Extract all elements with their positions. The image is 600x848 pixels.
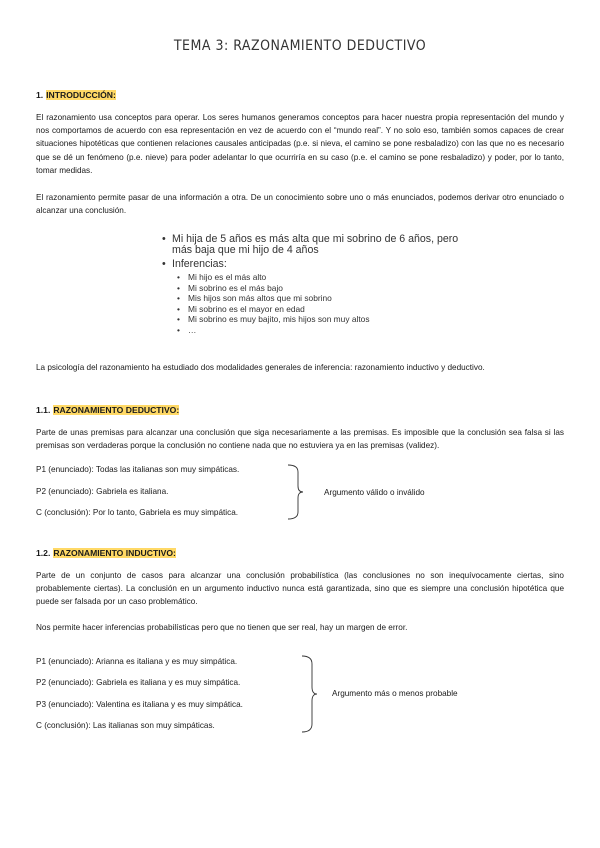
section-title: RAZONAMIENTO INDUCTIVO:: [53, 548, 176, 558]
deductive-brace: [286, 464, 306, 520]
inductive-premise-2: P2 (enunciado): Gabriela es italiana y es muy simpática.: [36, 678, 241, 687]
deductive-conclusion: C (conclusión): Por lo tanto, Gabriela es muy simpática.: [36, 508, 239, 517]
inductive-brace: [300, 655, 320, 733]
deductive-argument-label: Argumento válido o inválido: [324, 488, 425, 497]
example-premise: • Mi hija de 5 años es más alta que mi sobrino de 6 años, pero más baja que mi hijo de 4 años: [162, 234, 462, 256]
example-list: [162, 234, 462, 336]
inferences-label: • Inferencias:: [162, 259, 462, 270]
inductive-conclusion: C (conclusión): Las italianas son muy simpáticas.: [36, 721, 215, 730]
list-item: • Mi sobrino es el más bajo: [162, 283, 462, 294]
page-title: TEMA 3: RAZONAMIENTO DEDUCTIVO: [173, 38, 427, 54]
inductive-paragraph-1: Parte de un conjunto de casos para alcanzar una conclusión probabilística (las conclusiones no son inequívocamente ciertas, sino probablemente ciertas). La conclusión en un argumento inductivo nunca está garantizada, sino que es siempre una conclusión hipotética que puede ser falsada por un caso problemático.: [36, 571, 564, 607]
inductive-argument-label: Argumento más o menos probable: [332, 689, 458, 698]
inductive-premise-1: P1 (enunciado): Arianna es italiana y es muy simpática.: [36, 657, 238, 666]
inductive-premise-3: P3 (enunciado): Valentina es italiana y es muy simpática.: [36, 700, 243, 709]
intro-paragraph-1: El razonamiento usa conceptos para operar. Los seres humanos generamos conceptos para hacer nuestra propia representación del mundo y nos comportamos de acuerdo con esa representación en vez de acuerdo con el “mundo real”. Y no solo eso, también somos capaces de crear situaciones hipotéticas que contienen relaciones causales anticipadas (p.e. si nieva, el camino se pone resbaladizo) con las que no es necesario que se dé un fenómeno (p.e. nieve) para poder adelantar lo que ocurriría en su caso (p.e. el camino se pone resbaladizo) y poder, por lo tanto, tomar medidas.: [36, 113, 564, 175]
list-item: • Mis hijos son más altos que mi sobrino: [162, 293, 462, 304]
list-item: • Mi sobrino es muy bajito, mis hijos son muy altos: [162, 314, 462, 325]
intro-paragraph-3: La psicología del razonamiento ha estudiado dos modalidades generales de inferencia: razonamiento inductivo y deductivo.: [36, 363, 485, 372]
deductive-paragraph: Parte de unas premisas para alcanzar una conclusión que siga necesariamente a las premisas. Es imposible que la conclusión sea falsa si las premisas son verdaderas porque la conclusión no contiene nada que no estuviera ya en las premisas (validez).: [36, 428, 564, 451]
list-item: • …: [162, 325, 462, 336]
section-number: 1.2.: [36, 548, 51, 558]
deductive-premise-1: P1 (enunciado): Todas las italianas son muy simpáticas.: [36, 465, 240, 474]
intro-paragraph-2: El razonamiento permite pasar de una información a otra. De un conocimiento sobre uno o más enunciados, podemos derivar otro enunciado o alcanzar una conclusión.: [36, 193, 564, 216]
section-title: RAZONAMIENTO DEDUCTIVO:: [53, 405, 180, 415]
inferences-list: [162, 272, 462, 336]
section-heading-inductivo: [36, 548, 176, 558]
section-number: 1.1.: [36, 405, 51, 415]
section-heading-introduccion: [36, 90, 116, 100]
inductive-paragraph-2: Nos permite hacer inferencias probabilísticas pero que no tienen que ser real, hay un margen de error.: [36, 623, 408, 632]
deductive-premise-2: P2 (enunciado): Gabriela es italiana.: [36, 487, 169, 496]
section-title: INTRODUCCIÓN:: [46, 90, 116, 100]
section-heading-deductivo: [36, 405, 179, 415]
list-item: • Mi sobrino es el mayor en edad: [162, 304, 462, 315]
list-item: • Mi hijo es el más alto: [162, 272, 462, 283]
section-number: 1.: [36, 90, 44, 100]
